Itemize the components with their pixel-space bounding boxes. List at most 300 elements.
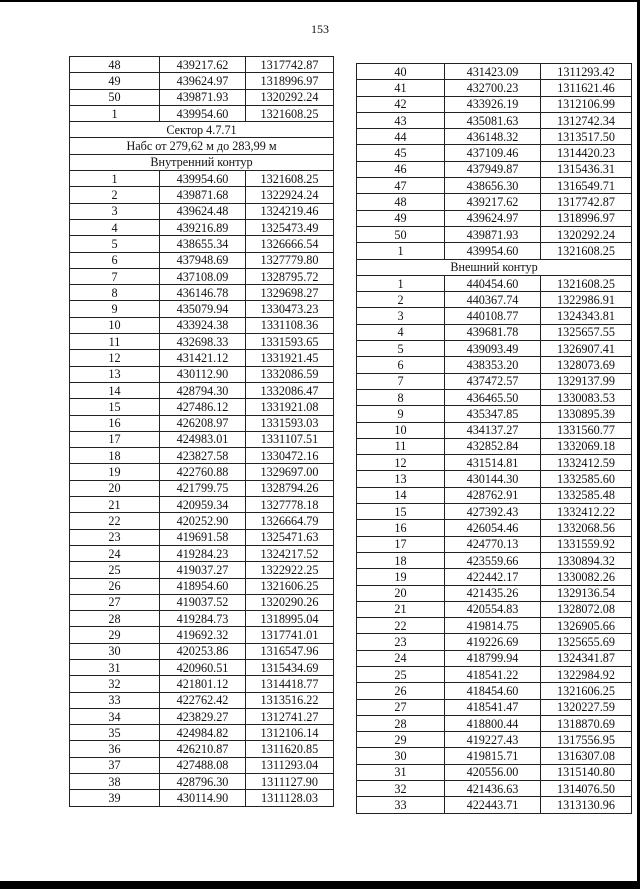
x-coordinate: 424983.01 — [160, 431, 246, 447]
x-coordinate: 421801.12 — [160, 676, 246, 692]
x-coordinate: 436465.50 — [445, 389, 541, 405]
coordinate-row — [357, 145, 632, 161]
y-coordinate: 1311620.85 — [246, 741, 334, 757]
section-header-row — [357, 259, 632, 275]
x-coordinate: 432700.23 — [445, 80, 541, 96]
point-number: 16 — [70, 415, 160, 431]
y-coordinate: 1315434.69 — [246, 659, 334, 675]
y-coordinate: 1325657.55 — [541, 324, 632, 340]
section-header: Внешний контур — [357, 259, 632, 275]
coordinate-row — [357, 406, 632, 422]
y-coordinate: 1332412.22 — [541, 504, 632, 520]
coordinate-row — [70, 89, 334, 105]
y-coordinate: 1320227.59 — [541, 699, 632, 715]
y-coordinate: 1332086.47 — [246, 382, 334, 398]
point-number: 29 — [357, 732, 445, 748]
coordinate-row — [357, 226, 632, 242]
point-number: 2 — [357, 292, 445, 308]
point-number: 31 — [70, 659, 160, 675]
coordinate-row — [357, 96, 632, 112]
coordinate-row — [357, 699, 632, 715]
point-number: 24 — [357, 650, 445, 666]
x-coordinate: 418541.47 — [445, 699, 541, 715]
x-coordinate: 420960.51 — [160, 659, 246, 675]
y-coordinate: 1328072.08 — [541, 601, 632, 617]
page-number: 153 — [311, 22, 329, 36]
coordinate-row — [70, 774, 334, 790]
x-coordinate: 438656.30 — [445, 178, 541, 194]
point-number: 1 — [357, 275, 445, 291]
point-number: 22 — [70, 513, 160, 529]
coordinate-row — [70, 350, 334, 366]
y-coordinate: 1331107.51 — [246, 431, 334, 447]
y-coordinate: 1330082.26 — [541, 569, 632, 585]
coordinate-row — [357, 781, 632, 797]
coordinate-row — [70, 545, 334, 561]
point-number: 18 — [70, 448, 160, 464]
coordinate-row — [357, 64, 632, 80]
x-coordinate: 419227.43 — [445, 732, 541, 748]
x-coordinate: 418454.60 — [445, 683, 541, 699]
coordinate-row — [357, 552, 632, 568]
point-number: 11 — [357, 438, 445, 454]
x-coordinate: 427488.08 — [160, 757, 246, 773]
coordinate-row — [357, 210, 632, 226]
point-number: 14 — [357, 487, 445, 503]
point-number: 8 — [70, 285, 160, 301]
point-number: 22 — [357, 618, 445, 634]
coordinate-row — [70, 317, 334, 333]
y-coordinate: 1311127.90 — [246, 774, 334, 790]
point-number: 1 — [70, 105, 160, 121]
coordinate-row — [70, 741, 334, 757]
x-coordinate: 422442.17 — [445, 569, 541, 585]
coordinate-row — [70, 301, 334, 317]
point-number: 15 — [70, 399, 160, 415]
x-coordinate: 426054.46 — [445, 520, 541, 536]
coordinate-row — [357, 715, 632, 731]
point-number: 12 — [357, 455, 445, 471]
coordinate-row — [357, 112, 632, 128]
y-coordinate: 1332585.60 — [541, 471, 632, 487]
coordinate-row — [357, 129, 632, 145]
y-coordinate: 1320292.24 — [246, 89, 334, 105]
point-number: 5 — [357, 341, 445, 357]
y-coordinate: 1325471.63 — [246, 529, 334, 545]
coordinate-row — [357, 243, 632, 259]
y-coordinate: 1322924.24 — [246, 187, 334, 203]
x-coordinate: 427486.12 — [160, 399, 246, 415]
y-coordinate: 1311621.46 — [541, 80, 632, 96]
section-header-row — [70, 138, 334, 154]
y-coordinate: 1331108.36 — [246, 317, 334, 333]
x-coordinate: 437108.09 — [160, 268, 246, 284]
y-coordinate: 1326905.66 — [541, 618, 632, 634]
x-coordinate: 419692.32 — [160, 627, 246, 643]
y-coordinate: 1328794.26 — [246, 480, 334, 496]
y-coordinate: 1332086.59 — [246, 366, 334, 382]
y-coordinate: 1322986.91 — [541, 292, 632, 308]
coordinate-row — [70, 611, 334, 627]
point-number: 19 — [70, 464, 160, 480]
y-coordinate: 1317741.01 — [246, 627, 334, 643]
x-coordinate: 418541.22 — [445, 666, 541, 682]
y-coordinate: 1320290.26 — [246, 594, 334, 610]
y-coordinate: 1321608.25 — [246, 105, 334, 121]
point-number: 6 — [70, 252, 160, 268]
y-coordinate: 1330894.32 — [541, 552, 632, 568]
y-coordinate: 1331921.45 — [246, 350, 334, 366]
point-number: 48 — [70, 57, 160, 73]
y-coordinate: 1321606.25 — [541, 683, 632, 699]
point-number: 4 — [70, 219, 160, 235]
y-coordinate: 1327778.18 — [246, 497, 334, 513]
coordinate-row — [70, 203, 334, 219]
section-header: Сектор 4.7.71 — [70, 122, 334, 138]
point-number: 37 — [70, 757, 160, 773]
y-coordinate: 1316307.08 — [541, 748, 632, 764]
coordinate-row — [357, 471, 632, 487]
y-coordinate: 1324341.87 — [541, 650, 632, 666]
x-coordinate: 421436.63 — [445, 781, 541, 797]
y-coordinate: 1318996.97 — [246, 73, 334, 89]
coordinate-row — [357, 438, 632, 454]
point-number: 12 — [70, 350, 160, 366]
x-coordinate: 428796.30 — [160, 774, 246, 790]
coordinate-row — [357, 504, 632, 520]
right-coordinates-table — [356, 63, 632, 814]
point-number: 3 — [357, 308, 445, 324]
point-number: 10 — [357, 422, 445, 438]
y-coordinate: 1312741.27 — [246, 708, 334, 724]
point-number: 27 — [70, 594, 160, 610]
coordinate-row — [357, 764, 632, 780]
coordinate-row — [357, 161, 632, 177]
y-coordinate: 1325473.49 — [246, 219, 334, 235]
point-number: 16 — [357, 520, 445, 536]
point-number: 19 — [357, 569, 445, 585]
y-coordinate: 1321608.25 — [541, 243, 632, 259]
y-coordinate: 1313517.50 — [541, 129, 632, 145]
y-coordinate: 1328073.69 — [541, 357, 632, 373]
coordinate-row — [70, 73, 334, 89]
coordinate-row — [70, 464, 334, 480]
y-coordinate: 1315436.31 — [541, 161, 632, 177]
x-coordinate: 438655.34 — [160, 236, 246, 252]
coordinate-row — [357, 324, 632, 340]
x-coordinate: 432852.84 — [445, 438, 541, 454]
coordinate-row — [357, 634, 632, 650]
point-number: 30 — [357, 748, 445, 764]
point-number: 15 — [357, 504, 445, 520]
y-coordinate: 1331560.77 — [541, 422, 632, 438]
point-number: 29 — [70, 627, 160, 643]
x-coordinate: 431421.12 — [160, 350, 246, 366]
point-number: 7 — [357, 373, 445, 389]
x-coordinate: 439954.60 — [160, 105, 246, 121]
coordinate-row — [70, 252, 334, 268]
section-header-row — [70, 122, 334, 138]
section-header: Внутренний контур — [70, 154, 334, 170]
y-coordinate: 1331593.65 — [246, 334, 334, 350]
x-coordinate: 439624.97 — [445, 210, 541, 226]
point-number: 28 — [70, 611, 160, 627]
x-coordinate: 438353.20 — [445, 357, 541, 373]
coordinate-row — [357, 536, 632, 552]
coordinate-row — [357, 520, 632, 536]
coordinate-row — [70, 366, 334, 382]
coordinate-row — [357, 373, 632, 389]
y-coordinate: 1316549.71 — [541, 178, 632, 194]
coordinate-row — [357, 618, 632, 634]
point-number: 20 — [70, 480, 160, 496]
coordinate-row — [70, 415, 334, 431]
coordinate-row — [70, 187, 334, 203]
x-coordinate: 433926.19 — [445, 96, 541, 112]
point-number: 13 — [70, 366, 160, 382]
y-coordinate: 1311128.03 — [246, 790, 334, 806]
y-coordinate: 1331921.08 — [246, 399, 334, 415]
coordinate-row — [357, 585, 632, 601]
coordinate-row — [70, 757, 334, 773]
y-coordinate: 1314418.77 — [246, 676, 334, 692]
point-number: 47 — [357, 178, 445, 194]
x-coordinate: 439954.60 — [160, 171, 246, 187]
point-number: 17 — [357, 536, 445, 552]
y-coordinate: 1329697.00 — [246, 464, 334, 480]
x-coordinate: 419815.71 — [445, 748, 541, 764]
coordinate-row — [357, 487, 632, 503]
coordinate-row — [70, 57, 334, 73]
x-coordinate: 423559.66 — [445, 552, 541, 568]
x-coordinate: 439871.93 — [445, 226, 541, 242]
x-coordinate: 426208.97 — [160, 415, 246, 431]
coordinate-row — [70, 708, 334, 724]
coordinate-row — [70, 431, 334, 447]
left-coordinates-table — [69, 56, 334, 807]
coordinate-row — [357, 455, 632, 471]
x-coordinate: 420252.90 — [160, 513, 246, 529]
x-coordinate: 420959.34 — [160, 497, 246, 513]
coordinate-row — [70, 382, 334, 398]
coordinate-row — [357, 357, 632, 373]
coordinate-row — [357, 797, 632, 813]
point-number: 23 — [70, 529, 160, 545]
y-coordinate: 1325655.69 — [541, 634, 632, 650]
point-number: 6 — [357, 357, 445, 373]
y-coordinate: 1324343.81 — [541, 308, 632, 324]
x-coordinate: 440454.60 — [445, 275, 541, 291]
coordinate-row — [357, 650, 632, 666]
point-number: 44 — [357, 129, 445, 145]
x-coordinate: 430112.90 — [160, 366, 246, 382]
coordinate-row — [70, 513, 334, 529]
section-header: Набс от 279,62 м до 283,99 м — [70, 138, 334, 154]
x-coordinate: 421435.26 — [445, 585, 541, 601]
y-coordinate: 1318995.04 — [246, 611, 334, 627]
coordinate-row — [70, 594, 334, 610]
x-coordinate: 421799.75 — [160, 480, 246, 496]
point-number: 36 — [70, 741, 160, 757]
point-number: 11 — [70, 334, 160, 350]
point-number: 30 — [70, 643, 160, 659]
x-coordinate: 437472.57 — [445, 373, 541, 389]
point-number: 42 — [357, 96, 445, 112]
y-coordinate: 1311293.42 — [541, 64, 632, 80]
point-number: 26 — [70, 578, 160, 594]
x-coordinate: 440108.77 — [445, 308, 541, 324]
x-coordinate: 437949.87 — [445, 161, 541, 177]
point-number: 17 — [70, 431, 160, 447]
point-number: 27 — [357, 699, 445, 715]
y-coordinate: 1314076.50 — [541, 781, 632, 797]
y-coordinate: 1318870.69 — [541, 715, 632, 731]
point-number: 50 — [70, 89, 160, 105]
point-number: 25 — [357, 666, 445, 682]
point-number: 25 — [70, 562, 160, 578]
x-coordinate: 419037.52 — [160, 594, 246, 610]
coordinate-row — [357, 308, 632, 324]
y-coordinate: 1324217.52 — [246, 545, 334, 561]
x-coordinate: 424770.13 — [445, 536, 541, 552]
x-coordinate: 436146.78 — [160, 285, 246, 301]
y-coordinate: 1312742.34 — [541, 112, 632, 128]
coordinate-row — [70, 219, 334, 235]
x-coordinate: 435081.63 — [445, 112, 541, 128]
y-coordinate: 1327779.80 — [246, 252, 334, 268]
point-number: 20 — [357, 585, 445, 601]
y-coordinate: 1317556.95 — [541, 732, 632, 748]
y-coordinate: 1329136.54 — [541, 585, 632, 601]
x-coordinate: 420253.86 — [160, 643, 246, 659]
x-coordinate: 428794.30 — [160, 382, 246, 398]
coordinate-row — [70, 285, 334, 301]
x-coordinate: 419226.69 — [445, 634, 541, 650]
coordinate-row — [70, 334, 334, 350]
y-coordinate: 1328795.72 — [246, 268, 334, 284]
point-number: 14 — [70, 382, 160, 398]
point-number: 3 — [70, 203, 160, 219]
x-coordinate: 439624.48 — [160, 203, 246, 219]
y-coordinate: 1326666.54 — [246, 236, 334, 252]
x-coordinate: 419284.23 — [160, 545, 246, 561]
coordinate-row — [357, 80, 632, 96]
y-coordinate: 1321606.25 — [246, 578, 334, 594]
coordinate-row — [357, 732, 632, 748]
coordinate-row — [70, 692, 334, 708]
y-coordinate: 1331559.92 — [541, 536, 632, 552]
coordinate-row — [357, 748, 632, 764]
coordinate-row — [357, 683, 632, 699]
x-coordinate: 439954.60 — [445, 243, 541, 259]
y-coordinate: 1314420.23 — [541, 145, 632, 161]
point-number: 10 — [70, 317, 160, 333]
point-number: 7 — [70, 268, 160, 284]
x-coordinate: 420556.00 — [445, 764, 541, 780]
x-coordinate: 418799.94 — [445, 650, 541, 666]
point-number: 38 — [70, 774, 160, 790]
x-coordinate: 435347.85 — [445, 406, 541, 422]
y-coordinate: 1330895.39 — [541, 406, 632, 422]
x-coordinate: 419691.58 — [160, 529, 246, 545]
x-coordinate: 439871.68 — [160, 187, 246, 203]
y-coordinate: 1312106.99 — [541, 96, 632, 112]
coordinate-row — [357, 341, 632, 357]
coordinate-row — [70, 399, 334, 415]
y-coordinate: 1317742.87 — [541, 194, 632, 210]
x-coordinate: 437948.69 — [160, 252, 246, 268]
point-number: 33 — [70, 692, 160, 708]
coordinate-row — [357, 275, 632, 291]
point-number: 4 — [357, 324, 445, 340]
coordinate-row — [70, 236, 334, 252]
y-coordinate: 1330083.53 — [541, 389, 632, 405]
x-coordinate: 436148.32 — [445, 129, 541, 145]
x-coordinate: 439216.89 — [160, 219, 246, 235]
y-coordinate: 1332068.56 — [541, 520, 632, 536]
y-coordinate: 1330473.23 — [246, 301, 334, 317]
point-number: 31 — [357, 764, 445, 780]
point-number: 45 — [357, 145, 445, 161]
point-number: 32 — [357, 781, 445, 797]
point-number: 13 — [357, 471, 445, 487]
point-number: 5 — [70, 236, 160, 252]
coordinate-row — [70, 725, 334, 741]
x-coordinate: 439217.62 — [160, 57, 246, 73]
y-coordinate: 1322922.25 — [246, 562, 334, 578]
coordinate-row — [70, 562, 334, 578]
y-coordinate: 1318996.97 — [541, 210, 632, 226]
point-number: 9 — [70, 301, 160, 317]
point-number: 40 — [357, 64, 445, 80]
y-coordinate: 1316547.96 — [246, 643, 334, 659]
y-coordinate: 1329137.99 — [541, 373, 632, 389]
x-coordinate: 439681.78 — [445, 324, 541, 340]
x-coordinate: 418954.60 — [160, 578, 246, 594]
y-coordinate: 1313516.22 — [246, 692, 334, 708]
x-coordinate: 439624.97 — [160, 73, 246, 89]
point-number: 21 — [357, 601, 445, 617]
coordinate-row — [357, 569, 632, 585]
x-coordinate: 422762.42 — [160, 692, 246, 708]
point-number: 49 — [70, 73, 160, 89]
coordinate-row — [70, 659, 334, 675]
coordinate-row — [70, 627, 334, 643]
x-coordinate: 419284.73 — [160, 611, 246, 627]
y-coordinate: 1320292.24 — [541, 226, 632, 242]
y-coordinate: 1329698.27 — [246, 285, 334, 301]
coordinate-row — [70, 268, 334, 284]
x-coordinate: 439217.62 — [445, 194, 541, 210]
y-coordinate: 1332412.59 — [541, 455, 632, 471]
x-coordinate: 433924.38 — [160, 317, 246, 333]
x-coordinate: 430114.90 — [160, 790, 246, 806]
x-coordinate: 423829.27 — [160, 708, 246, 724]
x-coordinate: 422760.88 — [160, 464, 246, 480]
point-number: 32 — [70, 676, 160, 692]
coordinate-row — [357, 178, 632, 194]
point-number: 50 — [357, 226, 445, 242]
x-coordinate: 439871.93 — [160, 89, 246, 105]
coordinate-row — [70, 171, 334, 187]
point-number: 8 — [357, 389, 445, 405]
x-coordinate: 437109.46 — [445, 145, 541, 161]
point-number: 9 — [357, 406, 445, 422]
y-coordinate: 1326664.79 — [246, 513, 334, 529]
coordinate-row — [357, 389, 632, 405]
point-number: 28 — [357, 715, 445, 731]
x-coordinate: 427392.43 — [445, 504, 541, 520]
